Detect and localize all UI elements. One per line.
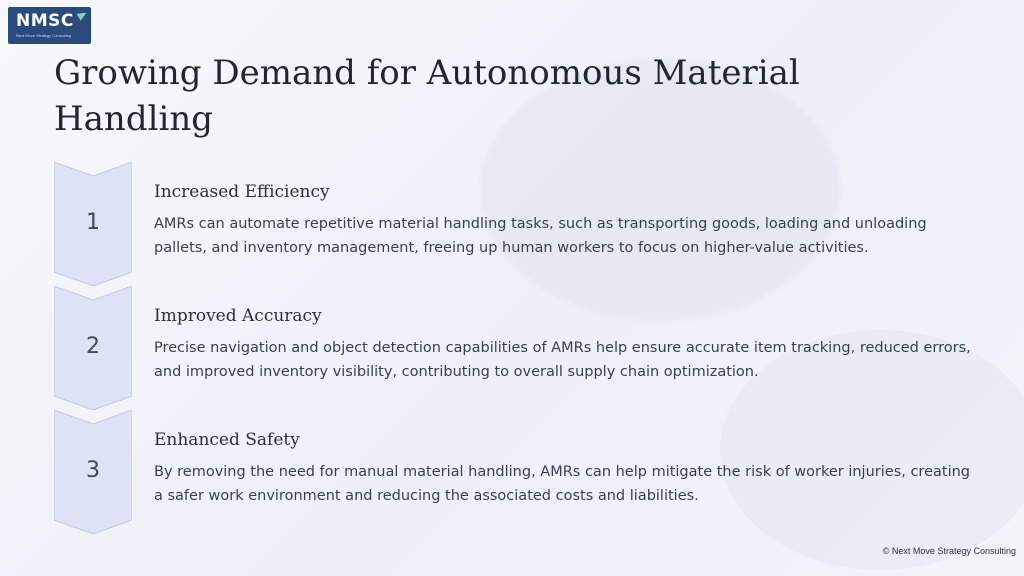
step-number: 3 <box>86 458 100 483</box>
item-heading: Improved Accuracy <box>154 306 322 326</box>
logo-tagline: Next Move Strategy Consulting <box>16 33 72 38</box>
item-description: By removing the need for manual material handling, AMRs can help mitigate the risk of worker injuries, creating a safer work environment and reducing the associated costs and liabilities. <box>154 464 970 504</box>
item-description: AMRs can automate repetitive material handling tasks, such as transporting goods, loading and unloading pallets, and inventory management, freeing up human workers to focus on higher-value activities. <box>154 216 927 256</box>
item-heading: Enhanced Safety <box>154 430 300 450</box>
logo-arrow-icon <box>77 9 89 20</box>
company-logo <box>8 7 91 44</box>
slide-title: Growing Demand for Autonomous Material Handling <box>54 53 800 139</box>
list-item <box>0 410 1024 534</box>
logo-text: NMSC <box>16 11 74 31</box>
item-description: Precise navigation and object detection capabilities of AMRs help ensure accurate item tracking, reduced errors, and improved inventory visibility, contributing to overall supply chain optimization. <box>154 340 971 380</box>
step-number: 2 <box>86 334 100 359</box>
item-heading: Increased Efficiency <box>154 182 330 202</box>
list-item <box>0 286 1024 410</box>
copyright-footer: © Next Move Strategy Consulting <box>882 546 1016 556</box>
list-item <box>0 162 1024 286</box>
step-number: 1 <box>86 210 100 235</box>
